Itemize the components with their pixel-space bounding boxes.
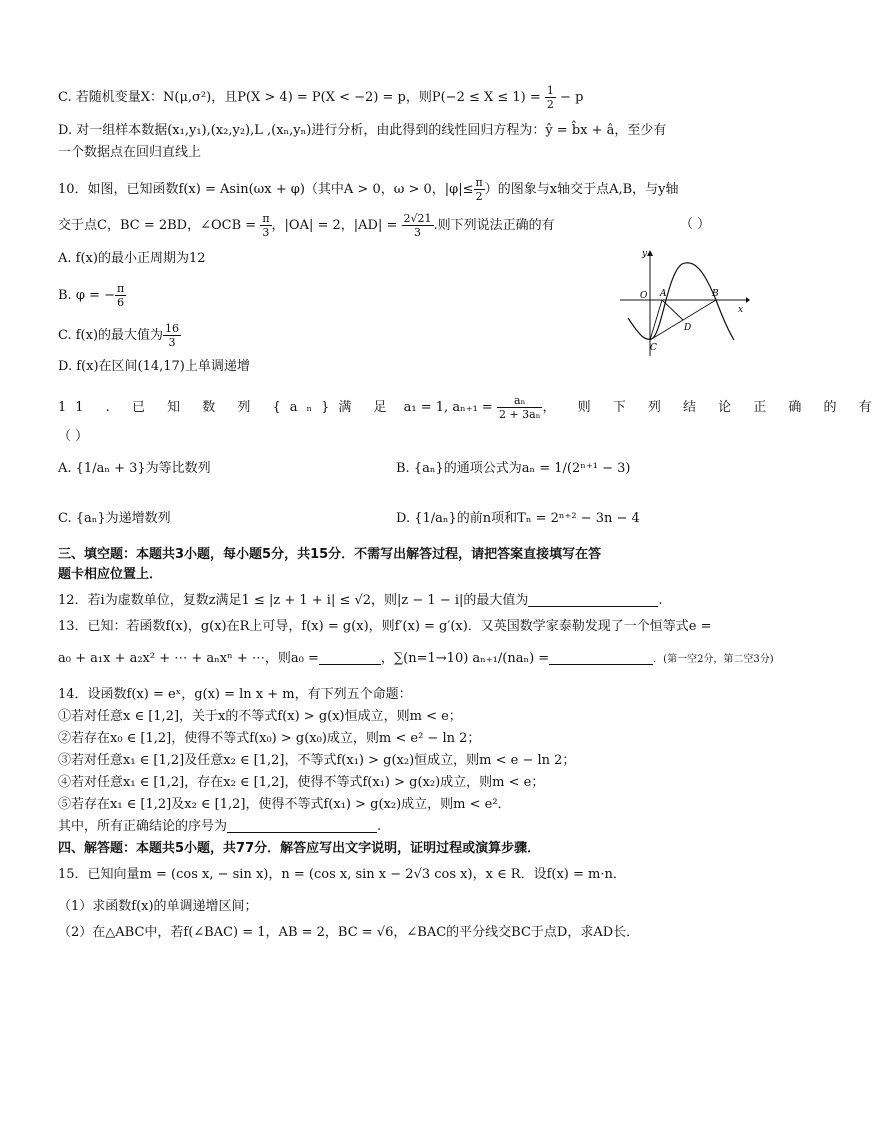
q11-option-c: C. {aₙ}为递增数列: [58, 511, 171, 526]
segment-ad: [662, 300, 683, 320]
q11-option-d: D. {1/aₙ}的前n项和Tₙ = 2ⁿ⁺² − 3n − 4: [396, 511, 640, 526]
q13-line2: a₀ + a₁x + a₂x² + ⋯ + aₙxⁿ + ⋯，则a₀ = ，∑(n=1→10) aₙ₊₁/(naₙ) = ．(第一空2分，第二空3分): [58, 651, 774, 666]
q10-stem-line1: 10．如图，已知函数f(x) = Asin(ωx + φ)（其中A > 0，ω > 0，|φ|≤ $\frac{\pi}{2}$ ）的图象与x轴交于点A,B，与y轴: [58, 176, 679, 203]
q15-stem: 15．已知向量m = (cos x, − sin x)，n = (cos x, sin x − 2√3 cos x)，x ∈ R．设f(x) = m·n．: [58, 867, 626, 882]
fraction: $\frac{\pi}{2}$: [475, 176, 483, 203]
q13-answer-blank-1: [319, 650, 381, 665]
q10-function-graph: [620, 248, 750, 358]
q14-item-1: ①若对任意x ∈ [1,2]，关于x的不等式f(x) > g(x)恒成立，则m < e；: [58, 709, 462, 724]
y-axis-arrow: [647, 250, 653, 256]
q11-stem-line1: 11 . 已 知 数 列 {aₙ}满 足 a₁ = 1, aₙ₊₁ = $\frac{\text{aₙ}}{\text{2 + 3aₙ}}$ ， 则 下 列 结 论 正 确 的 有: [58, 394, 881, 421]
q13-line1: 13．已知：若函数f(x)，g(x)在R上可导，f(x) = g(x)，则f′(x) = g′(x)．又英国数学家泰勒发现了一个恒等式e =: [58, 619, 712, 634]
label-y: y: [642, 249, 648, 259]
section3-heading-line1: 三、填空题：本题共3小题，每小题5分，共15分．不需写出解答过程，请把答案直接填写在答: [58, 547, 602, 562]
section4-heading: 四、解答题：本题共5小题，共77分．解答应写出文字说明，证明过程或演算步骤．: [58, 841, 541, 856]
q14-item-3: ③若对任意x₁ ∈ [1,2]及任意x₂ ∈ [1,2]，不等式f(x₁) > g(x₂)恒成立，则m < e − ln 2；: [58, 753, 576, 768]
q12-stem: 12．若i为虚数单位，复数z满足1 ≤ |z + 1 + i| ≤ √2，则|z − 1 − i|的最大值为 .: [58, 593, 663, 608]
label-b: B: [712, 289, 719, 299]
q14-last: 其中，所有正确结论的序号为 .: [58, 819, 382, 834]
q15-part-1: （1）求函数f(x)的单调递增区间；: [58, 899, 258, 914]
fraction: $\frac{16}{3}$: [165, 322, 180, 349]
q14-answer-blank: [227, 818, 377, 833]
q14-item-4: ④若对任意x₁ ∈ [1,2]，存在x₂ ∈ [1,2]，使得不等式f(x₁) > g(x₂)成立，则m < e；: [58, 775, 545, 790]
q10-option-b: B. φ = − $\frac{\pi}{6}$: [58, 282, 125, 309]
section3-heading-line2: 题卡相应位置上．: [58, 567, 163, 582]
q14-item-5: ⑤若存在x₁ ∈ [1,2]及x₂ ∈ [1,2]，使得不等式f(x₁) > g(x₂)成立，则m < e²．: [58, 797, 511, 812]
fraction: $\frac{1}{2}$: [546, 84, 554, 111]
q11-option-a: A. {1/aₙ + 3}为等比数列: [58, 461, 211, 476]
q10-option-c: C. f(x)的最大值为 $\frac{16}{3}$: [58, 322, 180, 349]
q10-option-d: D. f(x)在区间(14,17)上单调递增: [58, 359, 250, 374]
label-c: C: [650, 343, 657, 353]
q15-part-2: （2）在△ABC中，若f(∠BAC) = 1，AB = 2，BC = √6，∠BAC的平分线交BC于点D，求AD长．: [58, 925, 640, 940]
q9-option-d-line1: D. 对一组样本数据(x₁,y₁),(x₂,y₂),L ,(xₙ,yₙ)进行分析，由此得到的线性回归方程为：ŷ = b̂x + â，至少有: [58, 123, 667, 138]
q10-stem-line2: 交于点C，BC = 2BD，∠OCB = $\frac{\pi}{3}$ ，|OA| = 2，|AD| = $\frac{2√21}{3}$ .则下列说法正确的有: [58, 212, 555, 239]
fraction: $\frac{2√21}{3}$: [403, 212, 432, 239]
label-a: A: [660, 289, 667, 299]
q14-stem: 14．设函数f(x) = eˣ，g(x) = ln x + m，有下列五个命题：: [58, 687, 412, 702]
q10-option-a: A. f(x)的最小正周期为12: [58, 251, 206, 266]
q13-answer-blank-2: [549, 650, 653, 665]
fraction: $\frac{\pi}{3}$: [262, 212, 270, 239]
q11-stem-line2: （ ）: [58, 429, 89, 444]
q9-option-c: C. 若随机变量X：N(μ,σ²)，且P(X > 4) = P(X < −2) = p，则P(−2 ≤ X ≤ 1) = $\frac{1}{2}$ − p: [58, 84, 584, 111]
sine-curve: [628, 263, 734, 340]
label-d: D: [684, 323, 692, 333]
x-axis-arrow: [746, 297, 750, 303]
q14-item-2: ②若存在x₀ ∈ [1,2]，使得不等式f(x₀) > g(x₀)成立，则m < e² − ln 2；: [58, 731, 481, 746]
q11-option-b: B. {aₙ}的通项公式为aₙ = 1/(2ⁿ⁺¹ − 3): [396, 461, 631, 476]
q9-option-d-line2: 一个数据点在回归直线上: [58, 145, 202, 160]
q10-answer-paren: （ ）: [680, 217, 711, 232]
fraction: $\frac{\pi}{6}$: [116, 282, 125, 309]
q12-answer-blank: [528, 592, 658, 607]
label-x: x: [738, 305, 744, 315]
label-o: O: [640, 291, 648, 301]
fraction: $\frac{\text{aₙ}}{\text{2 + 3aₙ}}$: [498, 394, 541, 421]
